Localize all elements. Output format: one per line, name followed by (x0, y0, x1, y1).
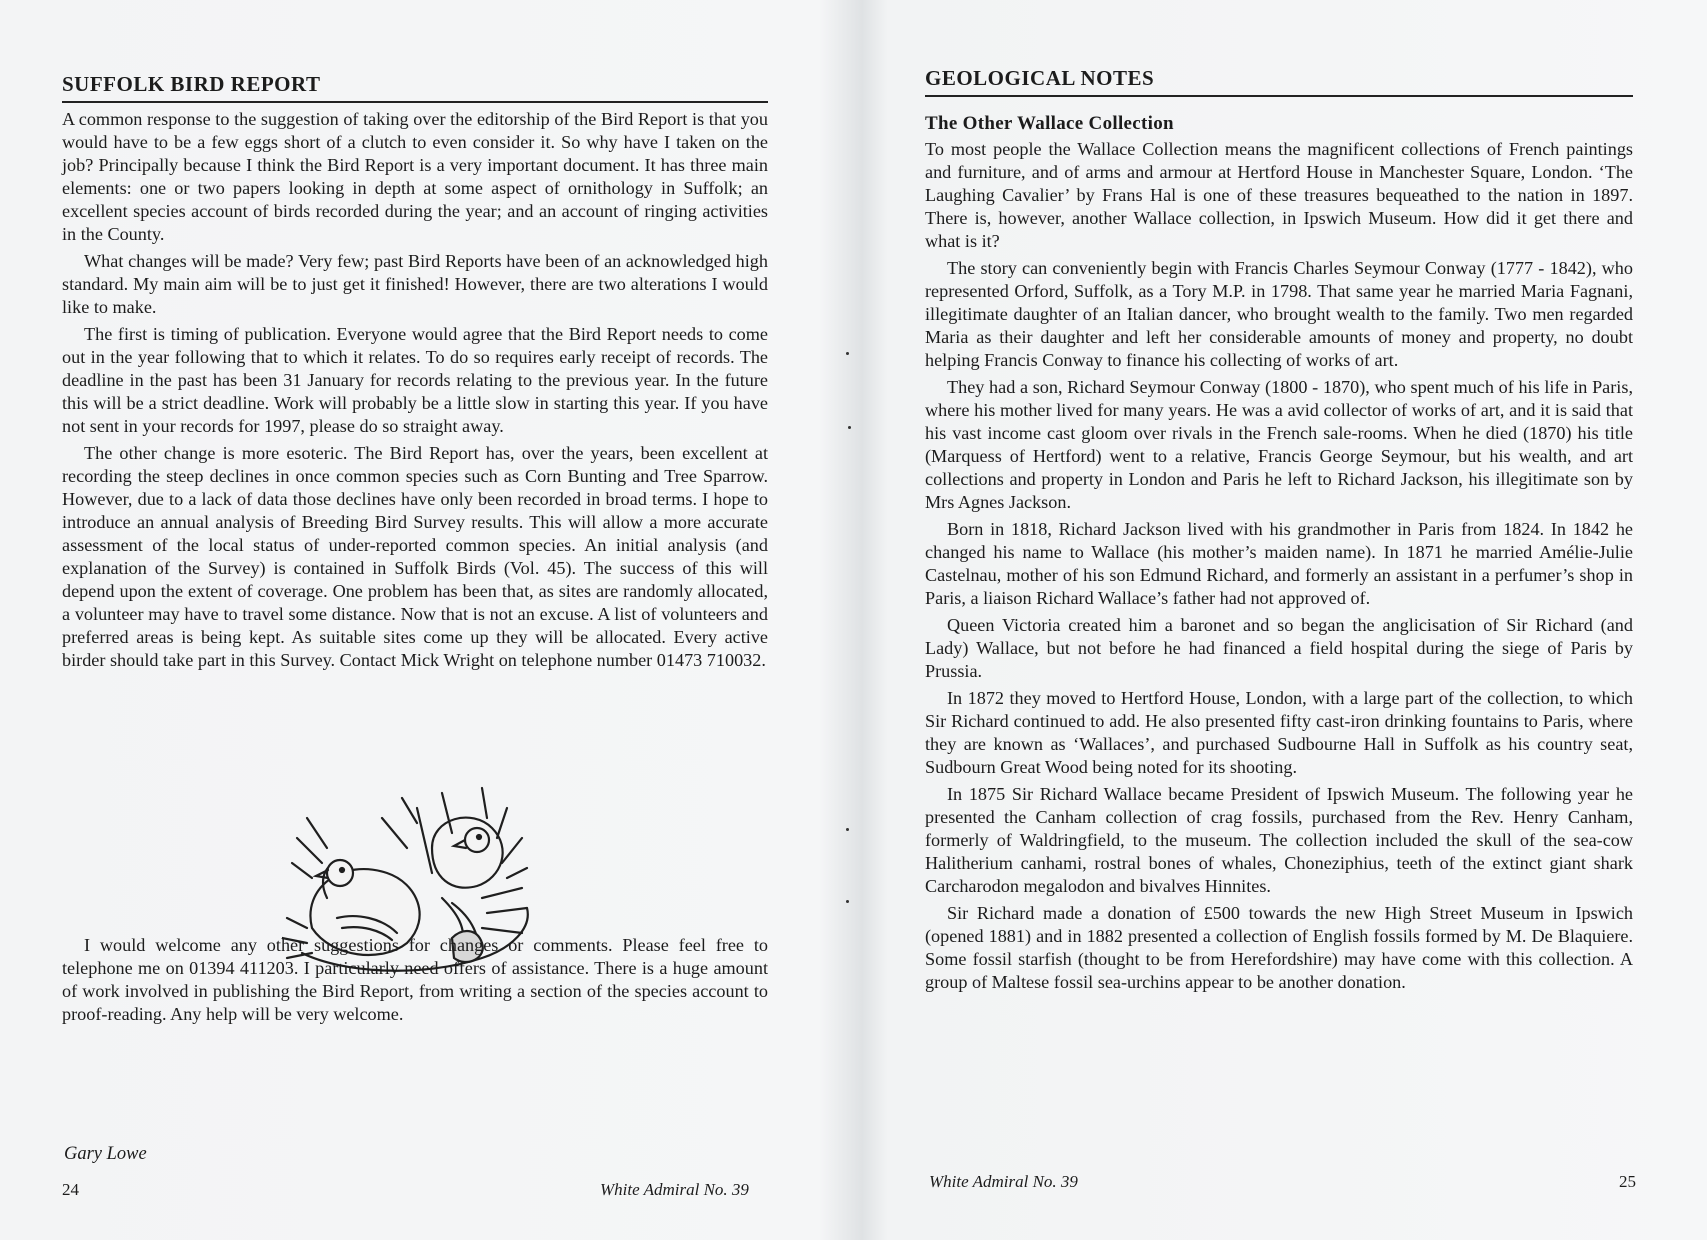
closing-body (62, 934, 768, 1030)
paragraph: The story can conveniently begin with Francis Charles Seymour Conway (1777 - 1842), who represented Orford, Suffolk, as a Tory M.P. in 1798. That same year he married Maria Fagnani, illegitimate daughter of an Italian dancer, who brought wealth to the family. Two men regarded Maria as their daughter and left her considerable amounts of money and property, no doubt helping Francis Conway to finance his collecting of works of art. (925, 258, 1633, 370)
page-number: 24 (62, 1180, 79, 1199)
page-header: GEOLOGICAL NOTES (925, 66, 1633, 97)
paragraph: To most people the Wallace Collection means the magnificent collections of French paintings and furniture, and of arms and armour at Hertford House in Manchester Square, London. ‘The Laughing Cavalier’ by Frans Hal is one of these treasures bequeathed to the nation in 1897. There is, however, another Wallace collection, in Ipswich Museum. How did it get there and what is it? (925, 139, 1633, 251)
page-footer: White Admiral No. 39 (929, 1172, 1078, 1191)
paragraph: The other change is more esoteric. The Bird Report has, over the years, been excellent at recording the steep declines in once common species such as Corn Bunting and Tree Sparrow. However, due to a lack of data those declines have only been recorded in broad terms. I hope to introduce an annual analysis of Breeding Bird Survey results. This will allow a more accurate assessment of the local status of under-reported common species. An initial analysis (and explanation of the Survey) is contained in Suffolk Birds (Vol. 45). The success of this will depend upon the extent of coverage. One problem has been that, as sites are randomly allocated, a volunteer may have to travel some distance. Now that is not an excuse. A list of volunteers and preferred areas is being kept. As suitable sites come up they will be allocated. Every active birder should take part in this Survey. Contact Mick Wright on telephone number 01473 710032. (62, 443, 768, 670)
page-header: SUFFOLK BIRD REPORT (62, 72, 768, 103)
paragraph: Sir Richard made a donation of £500 towards the new High Street Museum in Ipswich (opened 1881) and in 1882 presented a collection of English fossils formed by M. De Blaquiere. Some fossil starfish (thought to be from Herefordshire) may have come with this collection. A group of Maltese fossil sea-urchins appear to be another donation. (925, 903, 1633, 992)
paragraph: They had a son, Richard Seymour Conway (1800 - 1870), who spent much of his life in Paris, where his mother lived for many years. He was a avid collector of works of art, and it is said that his vast income cast gloom over rivals in the French sale-rooms. When he died (1870) his title (Marquess of Hertford) went to a relative, Francis George Seymour, but his wealth, and art collections and property in London and Paris he left to Richard Jackson, his illegitimate son by Mrs Agnes Jackson. (925, 377, 1633, 512)
paragraph: In 1872 they moved to Hertford House, London, with a large part of the collection, to which Sir Richard continued to add. He also presented fifty cast-iron drinking fountains to Paris, where they are known as ‘Wallaces’, and purchased Sudbourne Hall in Suffolk as his country seat, Sudbourn Great Wood being noted for its shooting. (925, 688, 1633, 777)
binding-mark (846, 828, 849, 831)
paragraph: I would welcome any other suggestions for changes or comments. Please feel free to telephone me on 01394 411203. I particularly need offers of assistance. There is a huge amount of work involved in publishing the Bird Report, from writing a section of the species account to proof-reading. Any help will be very welcome. (62, 935, 768, 1024)
binding-mark (846, 352, 849, 355)
article-body (925, 138, 1633, 998)
paragraph: The first is timing of publication. Everyone would agree that the Bird Report needs to come out in the year following that to which it relates. To do so requires early receipt of records. The deadline in the past has been 31 January for records relating to the previous year. In the future this will be a strict deadline. Work will probably be a little slow in starting this year. If you have not sent in your records for 1997, please do so straight away. (62, 324, 768, 436)
paragraph: What changes will be made? Very few; past Bird Reports have been of an acknowledged high standard. My main aim will be to just get it finished! However, there are two alterations I would like to make. (62, 251, 768, 317)
page-footer: White Admiral No. 39 (600, 1180, 749, 1199)
page-number: 25 (1619, 1172, 1636, 1191)
paragraph: A common response to the suggestion of taking over the editorship of the Bird Report is that you would have to be a few eggs short of a clutch to even consider it. So why have I taken on the job? Principally because I think the Bird Report is a very important document. It has three main elements: one or two papers looking in depth at some aspect of ornithology in Suffolk; an excellent species account of birds recorded during the year; and an account of ringing activities in the County. (62, 109, 768, 244)
author-signature: Gary Lowe (64, 1144, 147, 1164)
paragraph: Queen Victoria created him a baronet and so began the anglicisation of Sir Richard (and Lady) Wallace, but not before he had financed a field hospital during the siege of Paris by Prussia. (925, 615, 1633, 681)
left-page (0, 0, 853, 1240)
binding-mark (846, 900, 849, 903)
article-title: The Other Wallace Collection (925, 113, 1174, 134)
article-body (62, 108, 768, 676)
binding-mark (848, 426, 851, 429)
right-page (853, 0, 1707, 1240)
paragraph: In 1875 Sir Richard Wallace became President of Ipswich Museum. The following year he presented the Canham collection of crag fossils, purchased from the Rev. Henry Canham, formerly of Waldringfield, to the museum. The collection included the skull of the sea-cow Halitherium canhami, rostral bones of whales, Choneziphius, teeth of the extinct giant shark Carcharodon megalodon and bivalves Hinnites. (925, 784, 1633, 896)
paragraph: Born in 1818, Richard Jackson lived with his grandmother in Paris from 1824. In 1842 he changed his name to Wallace (his mother’s maiden name). In 1871 he married Amélie-Julie Castelnau, mother of his son Edmund Richard, and formerly an assistant in a perfumer’s shop in Paris, a liaison Richard Wallace’s father had not approved of. (925, 519, 1633, 608)
